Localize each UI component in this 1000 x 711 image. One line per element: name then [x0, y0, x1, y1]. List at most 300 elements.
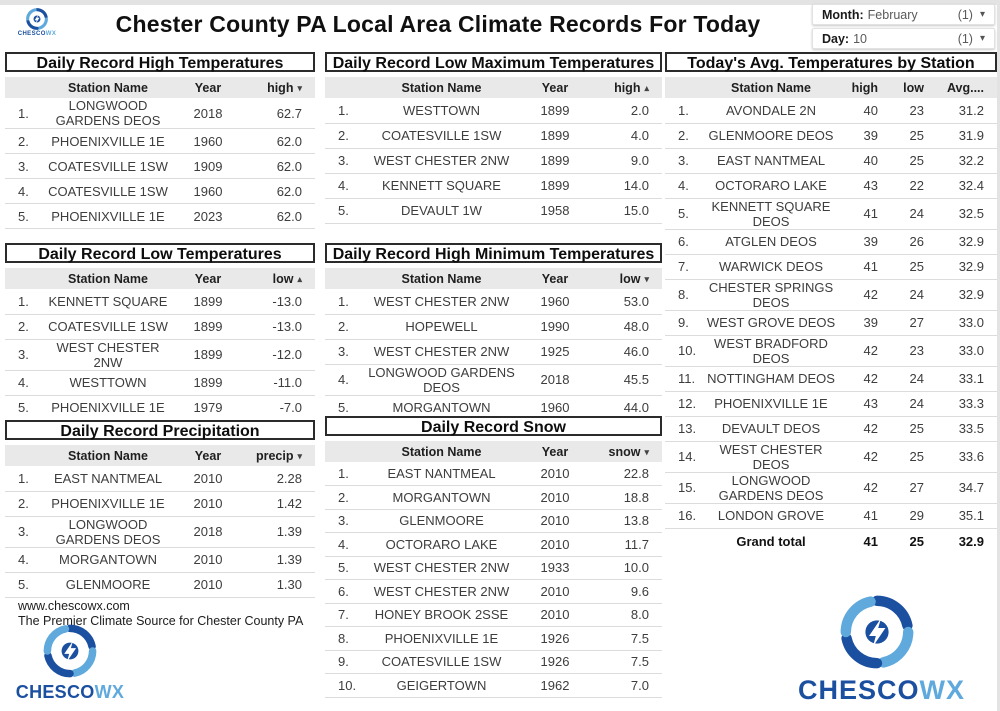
column-label: low: [619, 271, 641, 286]
station-cell: LONGWOOD GARDENS DEOS: [55, 98, 161, 128]
records-table: [5, 268, 315, 421]
table-title: Daily Record High Minimum Temperatures: [325, 243, 662, 263]
column-label: precip: [255, 448, 294, 463]
table-row: [665, 472, 997, 503]
value-cell: -11.0: [243, 370, 315, 395]
value-cell: 1899: [173, 339, 243, 370]
table-row: [665, 198, 997, 229]
station-cell: PHOENIXVILLE 1E: [43, 395, 173, 420]
value-cell: 2010: [193, 470, 223, 486]
column-label: Year: [194, 271, 222, 286]
station-cell: ATGLEN DEOS: [705, 229, 837, 254]
table-row: [665, 335, 997, 366]
station-cell: WEST CHESTER 2NW: [363, 148, 520, 173]
value-cell: 42: [837, 279, 891, 310]
column-label: Station Name: [401, 80, 482, 95]
column-header[interactable]: [43, 77, 173, 98]
value-cell: 39: [837, 310, 891, 335]
value-cell: 2010: [173, 547, 243, 572]
value-cell: -13.0: [272, 293, 302, 309]
value-cell: 25: [891, 148, 937, 173]
big-logo: [798, 592, 966, 706]
rank-column-header: [325, 268, 363, 289]
rank-cell: 2.: [325, 123, 363, 148]
grand-total-label: Grand total: [705, 528, 837, 554]
value-cell: 41: [837, 198, 891, 229]
rank-cell: 5.: [325, 395, 363, 420]
value-cell: 18.8: [590, 486, 662, 510]
chescowx-swirl-icon: [41, 622, 99, 680]
value-cell: 32.2: [937, 148, 997, 173]
station-cell: WEST CHESTER 2NW: [373, 293, 510, 309]
rank-cell: 15.: [665, 472, 705, 503]
table-header-row: [325, 441, 662, 462]
rank-cell: 1.: [18, 105, 29, 121]
value-cell: 2010: [173, 491, 243, 516]
station-cell: PHOENIXVILLE 1E: [43, 129, 173, 154]
rank-column-header: [5, 268, 43, 289]
column-header[interactable]: [520, 268, 590, 289]
records-table: [665, 77, 997, 554]
table-header-row: [325, 77, 662, 98]
station-cell: WEST CHESTER 2NW: [363, 580, 520, 604]
station-cell: DEVAULT 1W: [363, 198, 520, 223]
table-row: [665, 98, 997, 123]
value-cell: -7.0: [243, 395, 315, 420]
table-row: [665, 441, 997, 472]
value-cell: 46.0: [590, 339, 662, 364]
station-cell: KENNETT SQUARE: [363, 173, 520, 198]
rank-cell: 12.: [665, 391, 705, 416]
station-cell: NOTTINGHAM DEOS: [705, 366, 837, 391]
dropdown-caret-icon[interactable]: ▾: [979, 8, 985, 20]
chescowx-swirl-icon: [25, 7, 49, 31]
month-filter-value: February: [867, 7, 918, 22]
value-cell: 33.0: [937, 335, 997, 366]
table-header-row: [665, 77, 997, 98]
station-cell: WESTTOWN: [402, 102, 481, 118]
grand-total-value: [665, 528, 705, 554]
rank-cell: 4.: [5, 547, 43, 572]
wordmark-secondary: WX: [94, 682, 125, 702]
rank-cell: 2.: [325, 486, 363, 510]
value-cell: 7.5: [590, 650, 662, 674]
value-cell: 22: [891, 173, 937, 198]
sort-arrow-icon: ▾: [644, 446, 649, 457]
value-cell: 1958: [520, 198, 590, 223]
value-cell: 44.0: [590, 395, 662, 420]
column-header[interactable]: [363, 77, 520, 98]
rank-column-header: [325, 77, 363, 98]
value-cell: 35.1: [937, 503, 997, 528]
value-cell: 33.1: [937, 366, 997, 391]
table-row: [665, 391, 997, 416]
value-cell: 1899: [540, 102, 570, 118]
table-row: [325, 674, 662, 698]
value-cell: 7.0: [590, 674, 662, 698]
value-cell: 4.0: [590, 123, 662, 148]
station-cell: AVONDALE 2N: [725, 102, 817, 118]
table-title: Daily Record Precipitation: [5, 420, 315, 440]
value-cell: 43: [837, 173, 891, 198]
value-cell: 2018: [173, 516, 243, 547]
column-label: low: [903, 80, 924, 95]
column-header[interactable]: [937, 77, 997, 98]
rank-cell: 3.: [665, 148, 705, 173]
rank-cell: 3.: [325, 339, 363, 364]
value-cell: -13.0: [243, 314, 315, 339]
column-header[interactable]: [43, 268, 173, 289]
todays-avg-temps-panel: [665, 52, 997, 554]
value-cell: 42: [837, 441, 891, 472]
value-cell: 42: [837, 472, 891, 503]
record-high-min-temps-panel: [325, 243, 662, 421]
rank-cell: 3.: [5, 516, 43, 547]
table-title: Daily Record High Temperatures: [5, 52, 315, 72]
station-cell: LONDON GROVE: [705, 503, 837, 528]
value-cell: 42: [837, 366, 891, 391]
column-header[interactable]: [243, 445, 315, 466]
table-row: [325, 148, 662, 173]
station-cell: LONGWOOD GARDENS DEOS: [43, 516, 173, 547]
value-cell: 10.0: [590, 556, 662, 580]
table-row: [665, 254, 997, 279]
column-header[interactable]: [173, 77, 243, 98]
value-cell: 1960: [540, 293, 570, 309]
value-cell: 14.0: [590, 173, 662, 198]
station-cell: OCTORARO LAKE: [363, 533, 520, 557]
column-header[interactable]: [43, 445, 173, 466]
station-cell: LONGWOOD GARDENS DEOS: [705, 472, 837, 503]
tagline: The Premier Climate Source for Chester County PA: [18, 614, 304, 628]
sort-arrow-icon: ▴: [297, 273, 302, 284]
value-cell: 2010: [540, 466, 570, 481]
value-cell: 1.39: [243, 516, 315, 547]
value-cell: 2010: [520, 509, 590, 533]
value-cell: 41: [837, 503, 891, 528]
table-row: [665, 416, 997, 441]
column-label: Year: [194, 80, 222, 95]
wordmark-primary: CHESCO: [15, 682, 95, 702]
wordmark-secondary: WX: [45, 31, 57, 37]
station-cell: WARWICK DEOS: [705, 254, 837, 279]
rank-cell: 10.: [665, 335, 705, 366]
column-header[interactable]: [363, 441, 520, 462]
column-label: Station Name: [68, 448, 148, 463]
rank-cell: 7.: [325, 603, 363, 627]
table-row: [325, 509, 662, 533]
table-row: [325, 364, 662, 395]
table-row: [5, 572, 315, 597]
column-label: Station Name: [68, 80, 148, 95]
value-cell: 1899: [193, 293, 223, 309]
column-header[interactable]: [243, 77, 315, 98]
station-cell: CHESTER SPRINGS DEOS: [705, 279, 837, 310]
column-header[interactable]: [705, 77, 837, 98]
rank-cell: 1.: [338, 293, 349, 309]
station-cell: GEIGERTOWN: [363, 674, 520, 698]
record-snow-panel: [325, 416, 662, 698]
grand-total-value: 25: [891, 528, 937, 554]
station-cell: COATESVILLE 1SW: [363, 650, 520, 674]
table-title: Daily Record Low Temperatures: [5, 243, 315, 263]
column-header[interactable]: [590, 268, 662, 289]
value-cell: 62.0: [243, 129, 315, 154]
value-cell: 1960: [520, 395, 590, 420]
table-row: [5, 547, 315, 572]
station-cell: COATESVILLE 1SW: [43, 179, 173, 204]
rank-cell: 8.: [665, 279, 705, 310]
value-cell: 8.0: [590, 603, 662, 627]
value-cell: 1899: [520, 173, 590, 198]
column-label: Year: [541, 444, 569, 459]
table-row: [665, 310, 997, 335]
sort-arrow-icon: ▾: [297, 450, 302, 461]
station-cell: COATESVILLE 1SW: [43, 314, 173, 339]
station-cell: COATESVILLE 1SW: [43, 154, 173, 179]
value-cell: 26: [891, 229, 937, 254]
station-cell: GLENMOORE: [363, 509, 520, 533]
value-cell: 23: [891, 335, 937, 366]
chescowx-wordmark: [14, 31, 60, 37]
table-row: [325, 650, 662, 674]
value-cell: 2018: [520, 364, 590, 395]
rank-cell: 2.: [5, 314, 43, 339]
table-row: [5, 466, 315, 491]
column-header[interactable]: [837, 77, 891, 98]
value-cell: 2010: [520, 533, 590, 557]
table-header-row: [5, 445, 315, 466]
rank-cell: 8.: [325, 627, 363, 651]
chescowx-wordmark: [798, 675, 966, 706]
records-table: [325, 441, 662, 698]
rank-cell: 4.: [325, 364, 363, 395]
records-table: [325, 268, 662, 421]
value-cell: 62.0: [243, 154, 315, 179]
column-label: high: [267, 80, 294, 95]
value-cell: 41: [837, 254, 891, 279]
value-cell: 2.0: [630, 102, 649, 118]
column-label: Station Name: [401, 444, 482, 459]
table-row: [325, 98, 662, 123]
table-row: [5, 314, 315, 339]
station-cell: EAST NANTMEAL: [705, 148, 837, 173]
table-row: [5, 339, 315, 370]
value-cell: 42: [837, 335, 891, 366]
rank-cell: 2.: [5, 491, 43, 516]
station-cell: MORGANTOWN: [363, 395, 520, 420]
value-cell: 39: [837, 229, 891, 254]
rank-cell: 5.: [325, 198, 363, 223]
column-label: Year: [541, 80, 569, 95]
rank-cell: 4.: [5, 370, 43, 395]
station-cell: WEST CHESTER 2NW: [363, 339, 520, 364]
month-filter[interactable]: [812, 4, 995, 25]
month-filter-count: (1): [957, 7, 973, 22]
wordmark-secondary: WX: [919, 675, 966, 705]
table-row: [325, 603, 662, 627]
column-label: low: [272, 271, 294, 286]
station-cell: EAST NANTMEAL: [387, 466, 496, 481]
value-cell: 1925: [520, 339, 590, 364]
column-label: Station Name: [68, 271, 148, 286]
value-cell: 62.7: [276, 105, 302, 121]
station-cell: WEST BRADFORD DEOS: [705, 335, 837, 366]
column-header[interactable]: [891, 77, 937, 98]
value-cell: 42: [837, 416, 891, 441]
value-cell: 24: [891, 366, 937, 391]
rank-cell: 3.: [325, 148, 363, 173]
table-row: [325, 123, 662, 148]
day-filter-label: Day:: [822, 31, 850, 46]
sort-arrow-icon: ▴: [644, 82, 649, 93]
table-row: [325, 627, 662, 651]
value-cell: 62.0: [243, 204, 315, 229]
value-cell: 2023: [173, 204, 243, 229]
station-cell: MORGANTOWN: [43, 547, 173, 572]
value-cell: 32.9: [937, 279, 997, 310]
table-row: [5, 129, 315, 154]
column-label: Station Name: [401, 271, 482, 286]
value-cell: 25: [891, 441, 937, 472]
column-header[interactable]: [243, 268, 315, 289]
table-row: [665, 366, 997, 391]
rank-cell: 3.: [5, 154, 43, 179]
value-cell: 2010: [520, 486, 590, 510]
value-cell: 1.39: [243, 547, 315, 572]
column-header[interactable]: [590, 77, 662, 98]
table-row: [5, 204, 315, 229]
value-cell: 33.0: [937, 310, 997, 335]
value-cell: 1909: [173, 154, 243, 179]
table-row: [325, 486, 662, 510]
table-row: [665, 279, 997, 310]
table-row: [325, 556, 662, 580]
station-cell: WEST CHESTER 2NW: [363, 556, 520, 580]
station-cell: GLENMOORE DEOS: [705, 123, 837, 148]
column-header[interactable]: [520, 441, 590, 462]
rank-cell: 1.: [678, 102, 689, 118]
value-cell: 2018: [193, 105, 223, 121]
table-row: [5, 516, 315, 547]
column-label: Year: [541, 271, 569, 286]
wordmark-primary: CHESCO: [798, 675, 920, 705]
value-cell: 32.5: [937, 198, 997, 229]
column-label: high: [851, 80, 878, 95]
value-cell: 39: [837, 123, 891, 148]
table-row: [5, 154, 315, 179]
table-row: [325, 173, 662, 198]
header-logo: [14, 7, 60, 37]
column-label: Station Name: [731, 80, 811, 95]
chescowx-swirl-icon: [837, 592, 917, 672]
table-row: [665, 229, 997, 254]
value-cell: 33.5: [937, 416, 997, 441]
table-row: [665, 148, 997, 173]
rank-cell: 9.: [665, 310, 705, 335]
value-cell: 1926: [520, 627, 590, 651]
value-cell: 1926: [520, 650, 590, 674]
rank-cell: 2.: [665, 123, 705, 148]
value-cell: 25: [891, 416, 937, 441]
value-cell: 32.4: [937, 173, 997, 198]
value-cell: 24: [891, 391, 937, 416]
value-cell: 2.28: [276, 470, 302, 486]
rank-cell: 16.: [665, 503, 705, 528]
table-row: [5, 179, 315, 204]
station-cell: EAST NANTMEAL: [53, 470, 163, 486]
value-cell: 22.8: [623, 466, 649, 481]
dropdown-caret-icon[interactable]: ▾: [979, 32, 985, 44]
rank-column-header: [5, 445, 43, 466]
rank-cell: 7.: [665, 254, 705, 279]
value-cell: 33.3: [937, 391, 997, 416]
day-filter[interactable]: [812, 28, 995, 49]
value-cell: 2010: [520, 603, 590, 627]
station-cell: WEST CHESTER DEOS: [705, 441, 837, 472]
station-cell: KENNETT SQUARE: [48, 293, 168, 309]
column-label: high: [614, 80, 641, 95]
value-cell: 33.6: [937, 441, 997, 472]
sort-arrow-icon: ▾: [644, 273, 649, 284]
station-cell: HOPEWELL: [363, 314, 520, 339]
table-header-row: [5, 77, 315, 98]
grand-total-value: 32.9: [937, 528, 997, 554]
rank-cell: 4.: [325, 533, 363, 557]
rank-cell: 11.: [665, 366, 705, 391]
table-title: Daily Record Low Maximum Temperatures: [325, 52, 662, 72]
rank-cell: 6.: [325, 580, 363, 604]
rank-cell: 1.: [338, 466, 349, 481]
value-cell: 31.2: [958, 102, 984, 118]
value-cell: 15.0: [590, 198, 662, 223]
table-row: [325, 314, 662, 339]
column-header[interactable]: [173, 268, 243, 289]
column-header[interactable]: [363, 268, 520, 289]
station-cell: HONEY BROOK 2SSE: [363, 603, 520, 627]
page-title: Chester County PA Local Area Climate Records For Today: [115, 11, 761, 37]
value-cell: 7.5: [590, 627, 662, 651]
table-header-row: [5, 268, 315, 289]
rank-cell: 5.: [5, 572, 43, 597]
value-cell: 2010: [173, 572, 243, 597]
value-cell: 32.9: [937, 229, 997, 254]
rank-cell: 5.: [665, 198, 705, 229]
value-cell: 9.6: [590, 580, 662, 604]
station-cell: OCTORARO LAKE: [705, 173, 837, 198]
rank-cell: 5.: [5, 395, 43, 420]
column-header[interactable]: [590, 441, 662, 462]
rank-cell: 2.: [5, 129, 43, 154]
table-row: [5, 289, 315, 314]
column-header[interactable]: [520, 77, 590, 98]
table-row: [665, 123, 997, 148]
value-cell: 23: [909, 102, 924, 118]
rank-cell: 1.: [18, 470, 29, 486]
rank-cell: 1.: [18, 293, 29, 309]
website-url: www.chescowx.com: [18, 599, 130, 613]
value-cell: -12.0: [243, 339, 315, 370]
station-cell: MORGANTOWN: [363, 486, 520, 510]
value-cell: 53.0: [623, 293, 649, 309]
value-cell: 40: [837, 148, 891, 173]
value-cell: 45.5: [590, 364, 662, 395]
rank-cell: 4.: [325, 173, 363, 198]
rank-cell: 1.: [338, 102, 349, 118]
column-header[interactable]: [173, 445, 243, 466]
rank-cell: 14.: [665, 441, 705, 472]
station-cell: PHOENIXVILLE 1E: [705, 391, 837, 416]
